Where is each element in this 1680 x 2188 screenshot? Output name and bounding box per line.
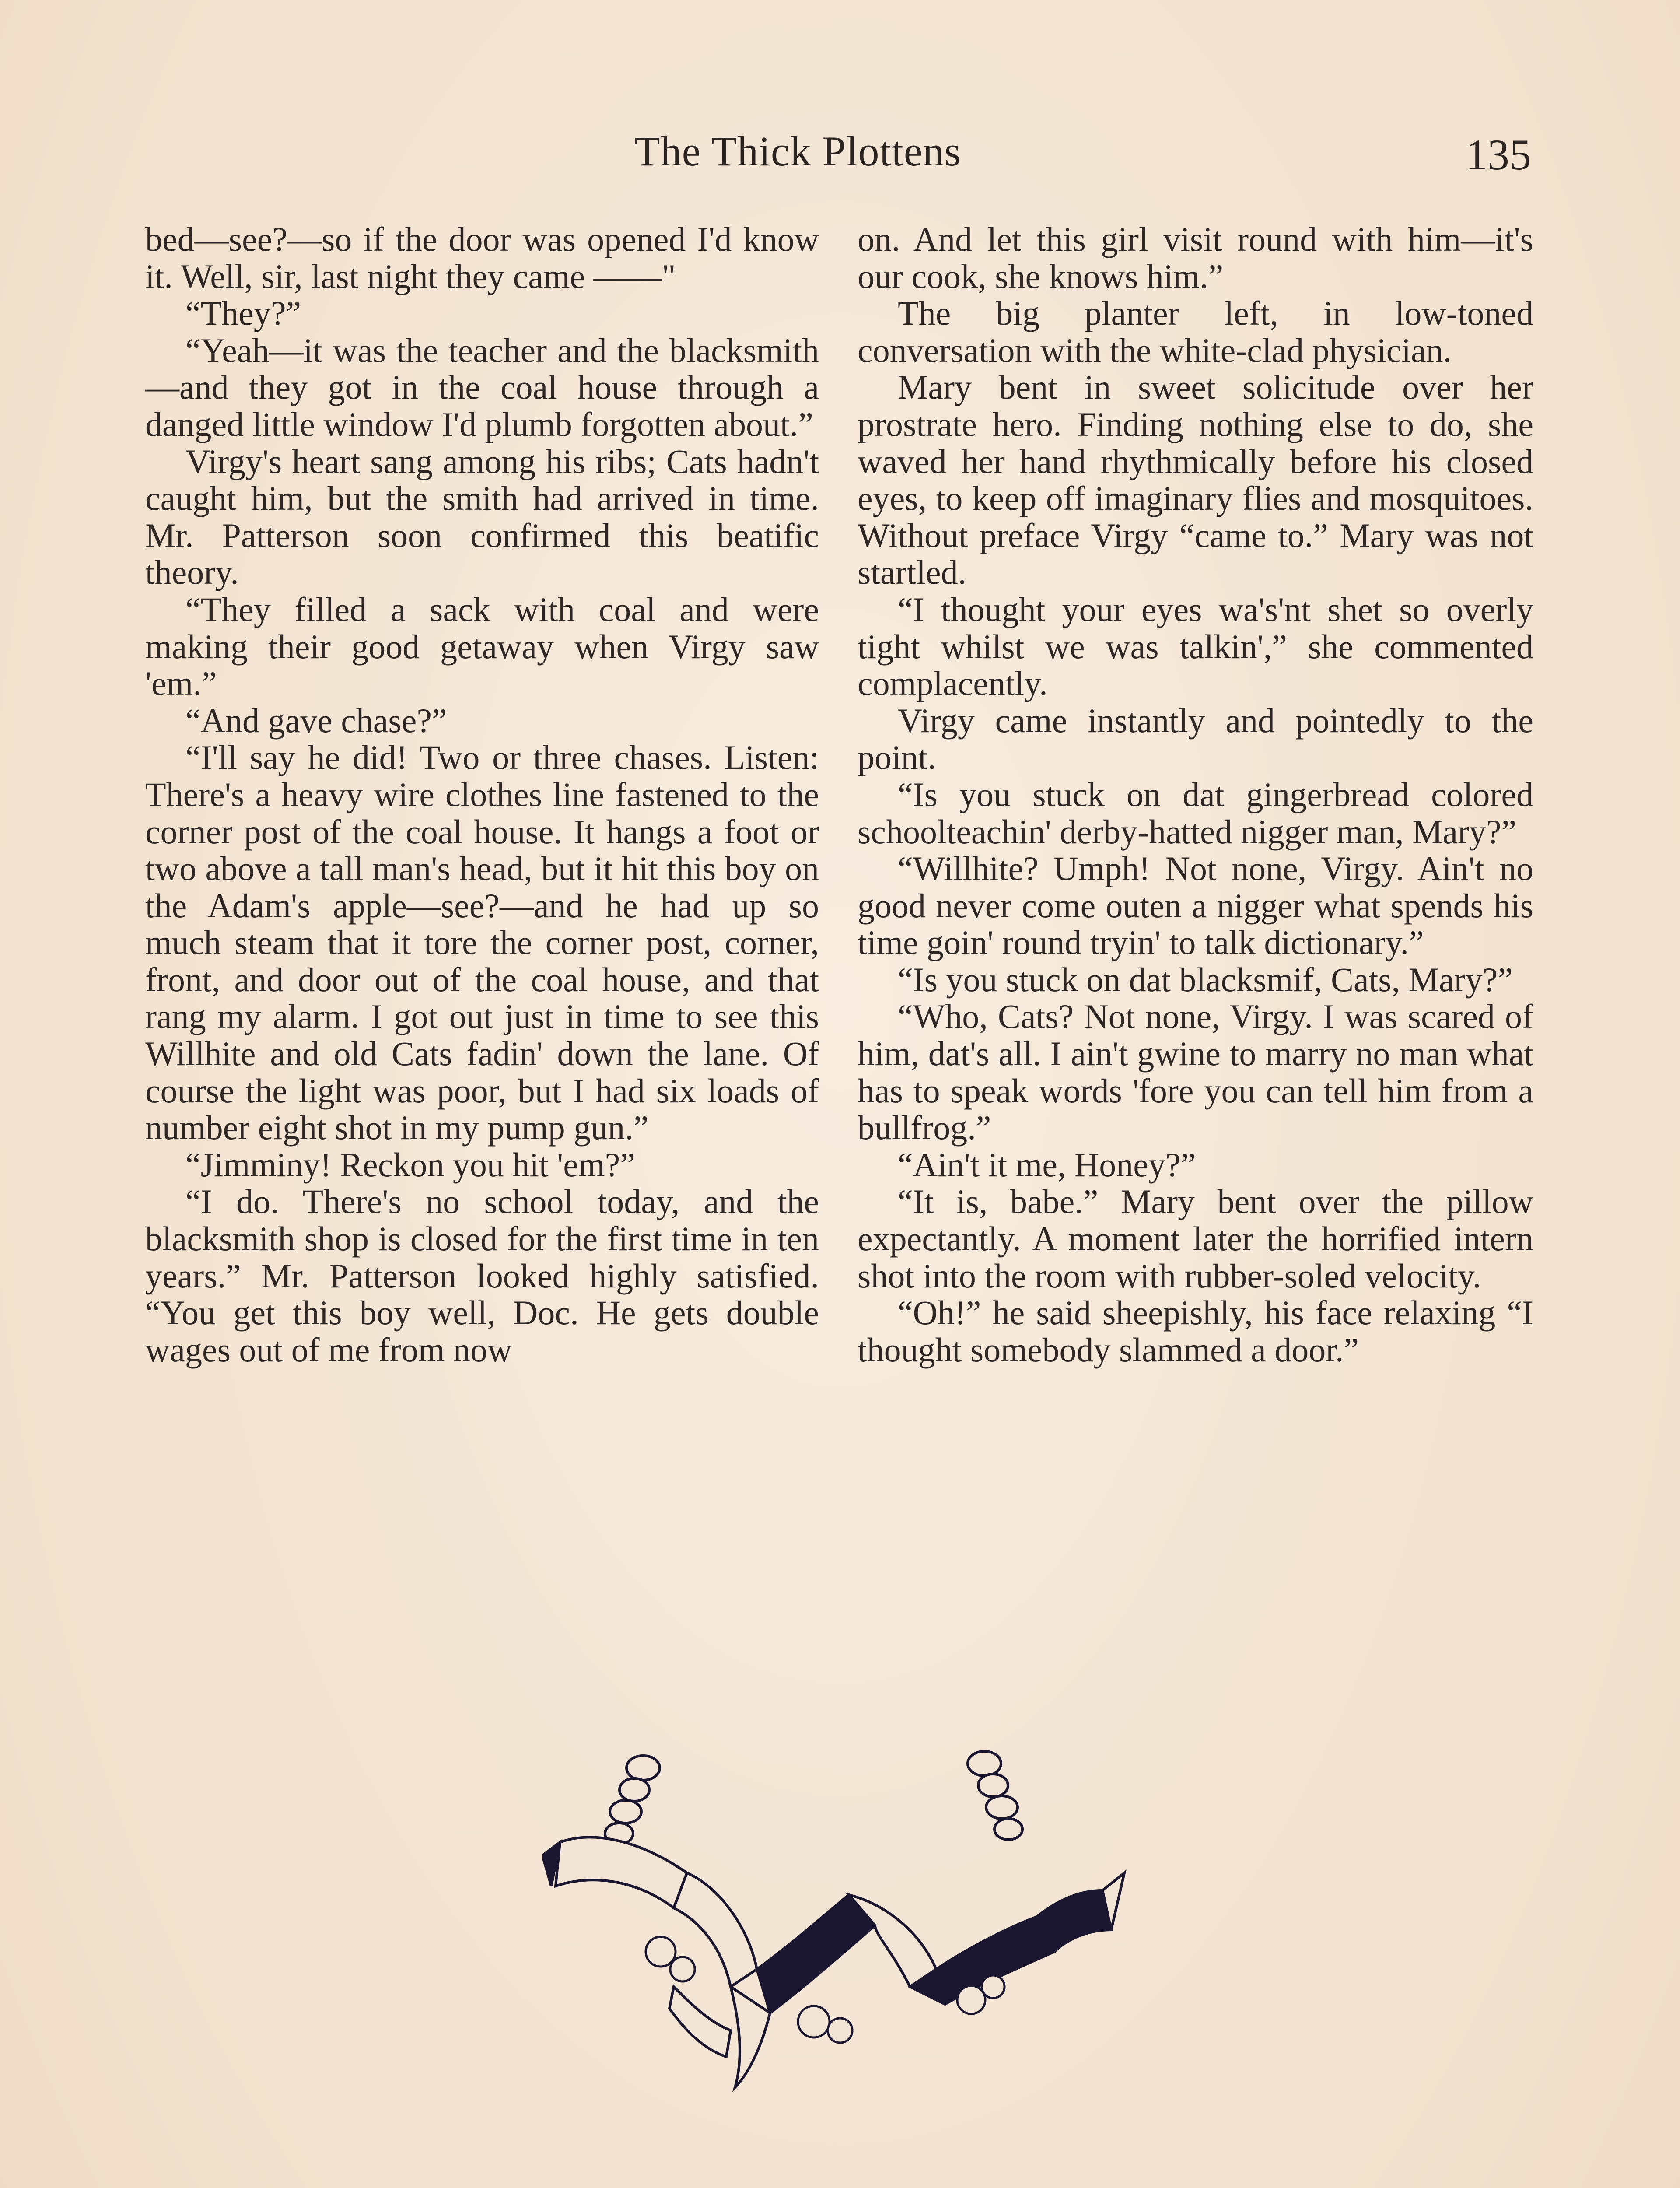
flower-cluster-right bbox=[968, 1751, 1022, 1840]
page-header bbox=[0, 127, 1680, 188]
paragraph: “Yeah—it was the teacher and the blacksmith—and they got in the coal house through a danged little window I'd plumb forgotten about.” bbox=[145, 331, 819, 443]
page-number: 135 bbox=[1466, 130, 1531, 179]
paragraph: “I do. There's no school today, and the blacksmith shop is closed for the first time in ten years.” Mr. Patterson looked highly satisfied. “You get this boy well, Doc. He gets double wages out of me from now bbox=[145, 1182, 819, 1369]
paragraph: “Is you stuck on dat gingerbread colored schoolteachin' derby-hatted nigger man, Mary?” bbox=[858, 775, 1533, 851]
running-title: The Thick Plottens bbox=[634, 128, 961, 175]
paragraph: Mary bent in sweet solicitude over her prostrate hero. Finding nothing else to do, she waved her hand rhythmically before his closed eyes, to keep off imaginary flies and mosquitoes. Without preface Virgy “came to.” Mary was not startled. bbox=[858, 368, 1533, 592]
paragraph: “Who, Cats? Not none, Virgy. I was scared of him, dat's all. I ain't gwine to marry no man what has to speak words 'fore you can tell him from a bullfrog.” bbox=[858, 997, 1533, 1147]
paragraph: Virgy came instantly and pointedly to the point. bbox=[858, 701, 1533, 777]
paragraph: “Oh!” he said sheepishly, his face relaxing “I thought somebody slammed a door.” bbox=[858, 1294, 1533, 1369]
ribbon bbox=[542, 1837, 1124, 2087]
paragraph: “They filled a sack with coal and were making their good getaway when Virgy saw 'em.” bbox=[145, 590, 819, 703]
paragraph: bed—see?—so if the door was opened I'd know it. Well, sir, last night they came ——" bbox=[145, 220, 819, 295]
paragraph: “Jimminy! Reckon you hit 'em?” bbox=[186, 1145, 635, 1184]
paragraph: “Ain't it me, Honey?” bbox=[898, 1145, 1196, 1184]
paragraph: “It is, babe.” Mary bent over the pillow expectantly. A moment later the horrified intern shot into the room with rubber-soled velocity. bbox=[858, 1182, 1533, 1295]
paragraph: Virgy's heart sang among his ribs; Cats hadn't caught him, but the smith had arrived in time. Mr. Patterson soon confirmed this beatific theory. bbox=[145, 442, 819, 592]
left-text-column bbox=[145, 221, 819, 1368]
paragraph: “Willhite? Umph! Not none, Virgy. Ain't no good never come outen a nigger what spends his time goin' round tryin' to talk dictionary.” bbox=[858, 849, 1533, 962]
paragraph: “They?” bbox=[186, 294, 301, 333]
paragraph: “Is you stuck on dat blacksmif, Cats, Mary?” bbox=[898, 960, 1513, 999]
paragraph: on. And let this girl visit round with him—it's our cook, she knows him.” bbox=[858, 220, 1533, 295]
ribbon-garland-ornament bbox=[542, 1742, 1155, 2105]
paragraph: The big planter left, in low-toned conversation with the white-clad physician. bbox=[858, 294, 1533, 369]
paragraph: “I thought your eyes wa's'nt shet so overly tight whilst we was talkin',” she commented complacently. bbox=[858, 590, 1533, 703]
right-text-column bbox=[858, 221, 1533, 1368]
paragraph: “I'll say he did! Two or three chases. Listen: There's a heavy wire clothes line fastened to the corner post of the coal house. It hangs a foot or two above a tall man's head, but it hit this boy on the Adam's apple—see?—and he had up so much steam that it tore the corner post, corner, front, and door out of the coal house, and that rang my alarm. I got out just in time to see this Willhite and old Cats fadin' down the lane. Of course the light was poor, but I had six loads of number eight shot in my pump gun.” bbox=[145, 738, 819, 1147]
paragraph: “And gave chase?” bbox=[186, 701, 447, 740]
